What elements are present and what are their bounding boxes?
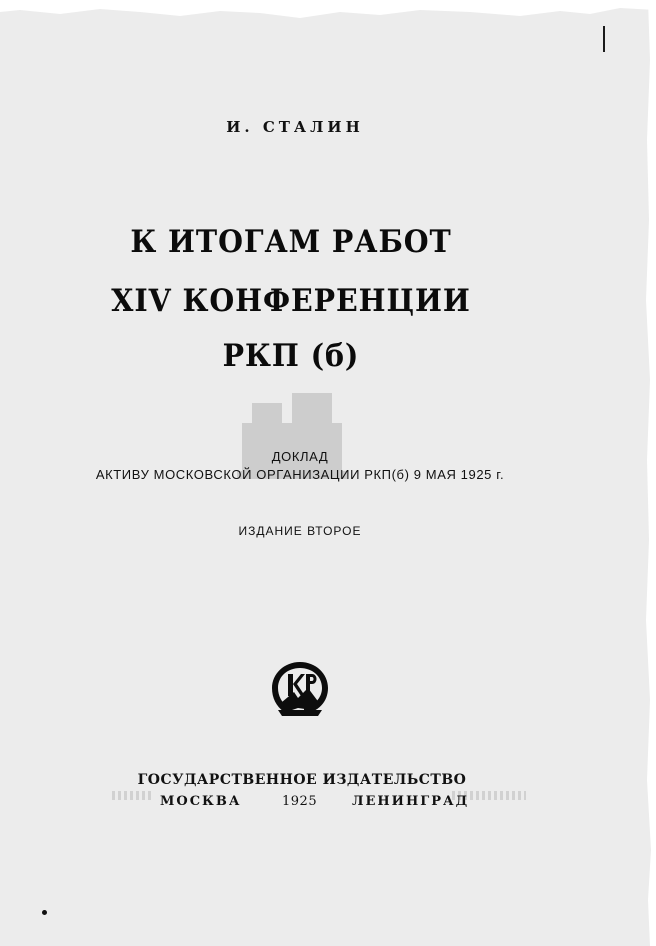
- author-name: И. СТАЛИН: [226, 118, 364, 136]
- subtitle-line-1: ДОКЛАД: [271, 449, 329, 464]
- subtitle-line-2: АКТИВУ МОСКОВСКОЙ ОРГАНИЗАЦИИ РКП(б) 9 МАЯ 1925 г.: [95, 467, 505, 482]
- ink-dot: [42, 910, 47, 915]
- title-line-3: РКП (б): [222, 338, 360, 374]
- bleed-through-text-left: [112, 791, 152, 800]
- publisher-name: ГОСУДАРСТВЕННОЕ ИЗДАТЕЛЬСТВО: [137, 772, 467, 788]
- torn-top-edge: [0, 0, 656, 30]
- title-line-2: XIV КОНФЕРЕНЦИИ: [111, 283, 471, 319]
- torn-right-edge: [642, 0, 656, 946]
- imprint-city-moscow: МОСКВА: [160, 794, 242, 809]
- imprint-year: 1925: [282, 794, 318, 809]
- imprint-city-leningrad: ЛЕНИНГРАД: [352, 794, 470, 809]
- title-line-1: К ИТОГАМ РАБОТ: [130, 224, 452, 260]
- publisher-emblem-icon: [268, 658, 332, 718]
- edition-note: ИЗДАНИЕ ВТОРОЕ: [238, 524, 362, 538]
- edge-mark: [603, 26, 605, 52]
